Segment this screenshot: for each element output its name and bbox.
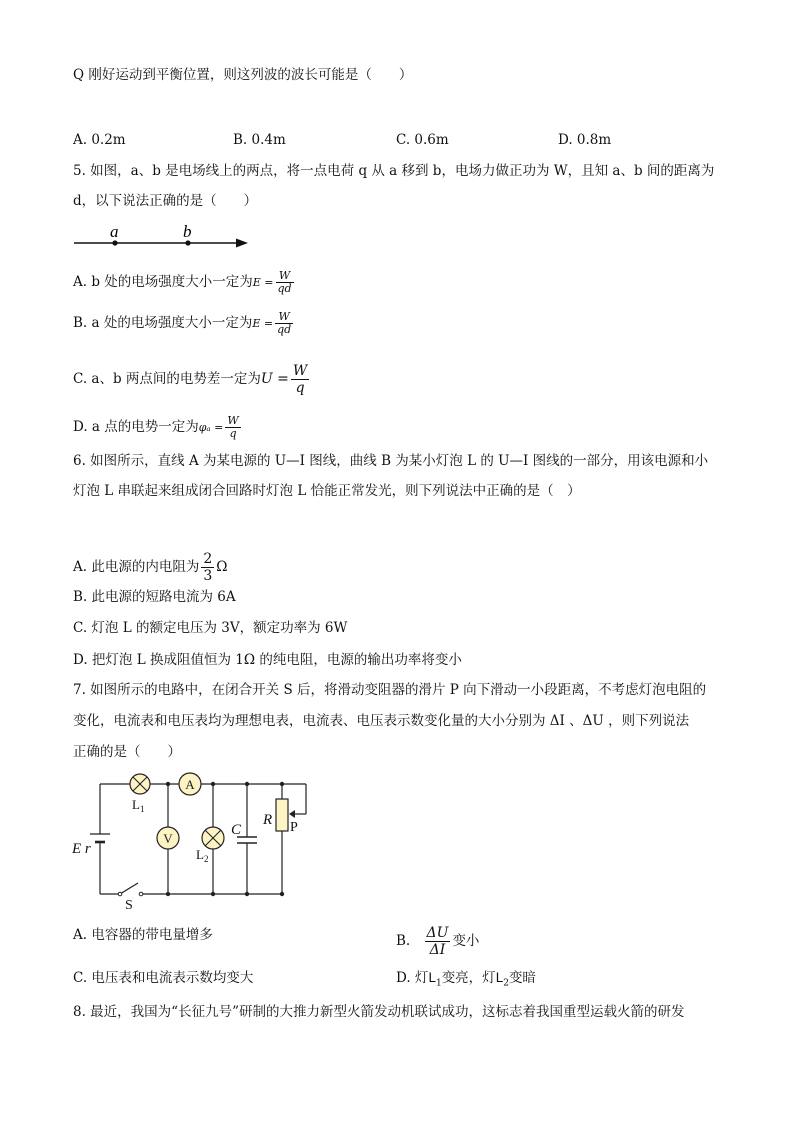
q5-stem-line2: d，以下说法正确的是（ ） (73, 193, 258, 209)
q7-stem-line2: 变化，电流表和电压表均为理想电表，电流表、电压表示数变化量的大小分别为 ΔI 、ΔU ，则下列说法 (73, 713, 690, 729)
voltmeter-icon (157, 827, 179, 849)
ammeter-icon (179, 773, 201, 795)
point-a (112, 240, 117, 245)
q5-field-line-figure (70, 222, 255, 252)
q6-stem-line1: 6. 如图所示，直线 A 为某电源的 U—I 图线，曲线 B 为某小灯泡 L 的 U—I 图线的一部分，用该电源和小 (73, 453, 709, 469)
switch-label: S (125, 898, 133, 913)
lamp-l2-label: $L_2$ (196, 847, 209, 864)
svg-text:A: A (185, 777, 195, 792)
resistor-label: R (263, 812, 273, 828)
svg-text:V: V (163, 831, 173, 846)
source-label: E r (72, 841, 91, 857)
q7-stem-line1: 7. 如图所示的电路中，在闭合开关 S 后，将滑动变阻器的滑片 P 向下滑动一小段距离，不考虑灯泡电阻的 (73, 682, 707, 698)
q7-option-d: D. 灯$L_1$变亮，灯$L_2$变暗 (396, 970, 536, 989)
lamp-l1-label: $L_1$ (132, 797, 145, 814)
q5-stem-line1: 5. 如图，a、b 是电场线上的两点，将一点电荷 q 从 a 移到 b，电场力做正功为 W，且知 a、b 间的距离为 (73, 163, 715, 179)
q6-option-c: C. 灯泡 L 的额定电压为 3V，额定功率为 6W (73, 620, 348, 636)
q5-option-a: A. b 处的电场强度大小一定为E = $\frac{W}{qd}$ (73, 269, 292, 295)
q7-option-b: B. $\frac{\Delta U}{\Delta I}$ 变小 (396, 925, 480, 958)
q6-option-a: A. 此电源的内电阻为 $\frac{2}{3}$ Ω (73, 551, 228, 584)
q5-option-b: B. a 处的电场强度大小一定为E = $\frac{W}{qd}$ (73, 310, 292, 336)
lamp-l1-icon (130, 774, 150, 794)
q7-circuit-diagram (68, 768, 330, 914)
q4-option-a: A. 0.2m (73, 132, 126, 148)
slider-arrow-icon (289, 810, 295, 818)
q7-option-c: C. 电压表和电流表示数均变大 (73, 970, 254, 986)
q7-option-a: A. 电容器的带电量增多 (73, 927, 213, 943)
q4-option-d: D. 0.8m (558, 132, 612, 148)
label-a: a (110, 222, 119, 241)
q6-option-d: D. 把灯泡 L 换成阻值恒为 1Ω 的纯电阻，电源的输出功率将变小 (73, 652, 462, 668)
q4-option-b: B. 0.4m (233, 132, 286, 148)
q5-option-c: C. a、b 两点间的电势差一定为U = $\frac{W}{q}$ (73, 363, 308, 396)
capacitor-label: C (231, 822, 242, 838)
q4-stem-end: Q 刚好运动到平衡位置，则这列波的波长可能是（ ） (73, 67, 413, 83)
slider-label: P (290, 820, 298, 835)
switch-blade (120, 883, 138, 894)
lamp-l2-icon (202, 827, 224, 849)
q7-stem-line3: 正确的是（ ） (73, 744, 181, 760)
point-b (185, 240, 190, 245)
q4-option-c: C. 0.6m (396, 132, 449, 148)
arrow-head-icon (236, 239, 248, 248)
q5-option-d: D. a 点的电势一定为φₐ = $\frac{W}{q}$ (73, 414, 239, 440)
q6-stem-line2: 灯泡 L 串联起来组成闭合回路时灯泡 L 恰能正常发光，则下列说法中正确的是（ ） (73, 483, 581, 499)
q8-stem-line1: 8. 最近，我国为“长征九号”研制的大推力新型火箭发动机联试成功，这标志着我国重型运载火箭的研发 (73, 1004, 685, 1020)
battery-icon (90, 834, 110, 842)
label-b: b (183, 222, 192, 241)
q6-option-b: B. 此电源的短路电流为 6A (73, 589, 236, 605)
switch-pivot (118, 892, 122, 896)
switch-contact (139, 892, 143, 896)
